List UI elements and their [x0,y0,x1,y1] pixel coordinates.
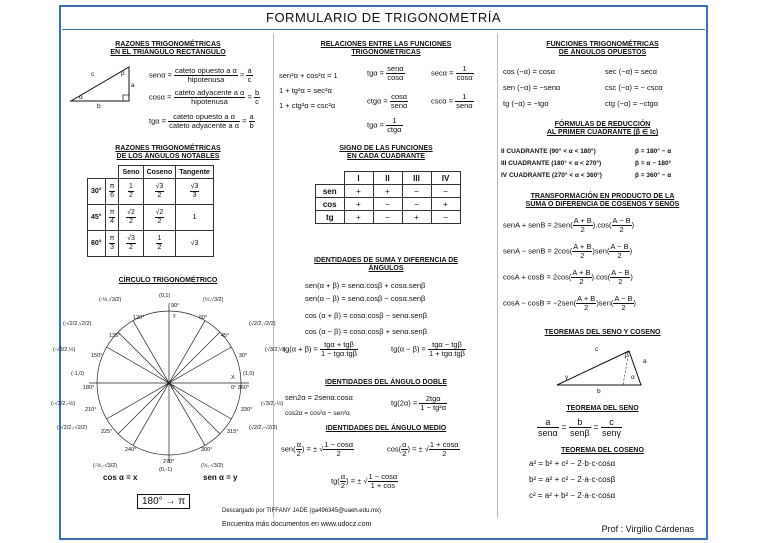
circle-label-l300: 300° [201,447,213,453]
section-heading-circle: CÍRCULO TRIGONOMÉTRICO [118,277,218,284]
table-cell-tangent: 1 [176,205,214,231]
circle-label-l120: 120° [133,315,145,321]
identity-csc: 1 + ctg²α = csc²α [279,101,336,110]
tg-double: tg(2α) = 2tgα 1 − tg²α [391,394,447,412]
section-heading-double-angle: IDENTIDADES DEL ÁNGULO DOBLE [325,379,447,386]
tg-quotient: tgα = senα cosα [367,64,404,82]
circle-label-l45: 45° [221,333,230,339]
sin-diff: sen(α − β) = senα.cosβ − cosα.senβ [305,294,426,303]
circle-label-p120: (-½,√3/2) [99,297,122,303]
circle-label-l30: 30° [239,353,248,359]
circle-label-p60: (½,√3/2) [203,297,224,303]
author-credit: Prof : Virgilio Cárdenas [601,524,694,534]
reduction-q2: II CUADRANTE (90° < α < 180°) [501,148,596,155]
circle-label-y: y [173,313,176,319]
table-header-row [88,166,214,179]
table-cell: − [402,198,431,211]
table-cell: tg [316,211,345,224]
table-cell: + [431,198,460,211]
table-cell-sine: $\frac{√2}{2}$ [119,205,143,231]
circle-label-p30: (√3/2,½) [265,347,286,353]
otri-label-a: a [643,358,647,365]
table-cell-tangent: $\frac{√3}{3}$ [176,179,214,205]
table-cell-degrees: 30° [88,179,106,205]
cosine-theorem-a: a² = b² + c² − 2·b·c·cosα [529,459,616,468]
section-heading-opposite-angles: FUNCIONES TRIGONOMÉTRICAS DE ÁNGULOS OPUESTOS [546,41,659,56]
circle-label-l330: 330° [241,407,253,413]
section-heading-sine-cosine-theorems: TEOREMAS DEL SENO Y COSENO [544,329,661,336]
table-header-cell: Tangente [176,166,214,179]
circle-label-l315: 315° [227,429,239,435]
table-cell: + [373,185,402,198]
sine-theorem: a senα = b senβ = c senγ [538,417,622,438]
circle-label-p300: (½,-√3/2) [201,463,224,469]
tg-diff: tg(α − β) = tgα − tgβ 1 + tgα.tgβ [391,340,465,358]
cosine-ratio: cosα = cateto adyacente a α hipotenusa = $\frac{b}{c}$ [149,88,260,106]
table-cell-radians: $\frac{\pi}{6}$ [105,179,119,205]
section-heading-relations: RELACIONES ENTRE LAS FUNCIONES TRIGONOMÉTRICAS [320,41,452,56]
cosine-theorem-b: b² = a² + c² − 2·a·c·cosβ [529,475,616,484]
circle-label-left2: 180° [83,385,95,391]
cosine-theorem-c: c² = a² + b² − 2·a·c·cosα [529,491,616,500]
cos-opposite: cos (−α) = cosα [503,67,556,76]
tg-half: tg( $\frac{\alpha}{2}$ ) = ± √ $\frac{1 - \cos\alpha}{1 + \cos}$ [331,472,398,490]
sum-to-product-4: cosA − cosB = −2sen( $\frac{A + B}{2}$ )sen( $\frac{A - B}{2}$ ) [503,294,637,312]
column-right [499,33,706,518]
tri-label-b: b [97,103,101,110]
table-cell-sine: $\frac{1}{2}$ [119,179,143,205]
circle-label-bot2: 270° [163,459,175,465]
sin-sum: sen(α + β) = senα.cosβ + cosα.senβ [305,281,426,290]
ctg-opposite: ctg (−α) = −ctgα [605,99,659,108]
circle-label-p225: (-√2/2,-√2/2) [57,425,88,431]
sine-ratio: senα = cateto opuesto a α hipotenusa = $\frac{a}{c}$ [149,66,252,84]
section-heading-cosine-theorem: TEOREMA DEL COSENO [561,447,644,454]
circle-label-l210: 210° [85,407,97,413]
otri-label-gamma: γ [565,374,569,381]
sen-opposite: sen (−α) = −senα [503,83,561,92]
tri-label-alpha: α [79,94,83,101]
circle-label-right2: 0° 360° [231,385,250,391]
table-cell-cosine: $\frac{√3}{2}$ [143,179,176,205]
page-title: FORMULARIO DE TRIGONOMETRÍA [266,10,501,25]
circle-label-l240: 240° [125,447,137,453]
tg-sum: tg(α + β) = tgα + tgβ 1 − tgα.tgβ [283,340,357,358]
cos-double: cos2α = cos²α − sen²α [285,410,350,417]
table-row [316,198,461,211]
tri-label-beta: β [121,70,125,77]
tg-reciprocal: tgα = 1 ctgα [367,116,402,134]
identity-sec: 1 + tg²α = sec²α [279,86,332,95]
table-cell: cos [316,198,345,211]
column-middle [275,33,498,518]
table-cell-degrees: 60° [88,231,106,257]
circle-label-p240: (-½,-√3/2) [93,463,118,469]
table-cell: − [373,198,402,211]
tangent-ratio: tgα = cateto opuesto a α cateto adyacente a α = $\frac{a}{b}$ [149,112,254,130]
circle-label-bot: (0,-1) [159,467,173,473]
circle-label-x: X [231,375,235,381]
table-cell-sine: $\frac{√3}{2}$ [119,231,143,257]
table-row [316,211,461,224]
circle-label-p210: (-√3/2,-½) [51,401,76,407]
sum-to-product-2: senA − senB = 2cos( $\frac{A + B}{2}$ )sen( $\frac{A - B}{2}$ ) [503,242,633,260]
tg-opposite: tg (−α) = −tgα [503,99,549,108]
table-header-cell: Coseno [143,166,176,179]
reduction-q3-beta: β = α − 180° [635,160,672,167]
csc-reciprocal: cscα = 1 senα [431,92,473,110]
cos-sum: cos (α + β) = cosα.cosβ − senα.senβ [305,311,428,320]
sin-double: sen2α = 2senα.cosα [285,393,353,402]
circle-label-l150: 150° [91,353,103,359]
download-notice: Descargado por TIFFANY JADE (ga496345@uaeh.edu.mx) [222,508,381,514]
title-divider [62,29,705,30]
cos-equals-x: cos α = x [103,473,138,482]
identity-pythagorean: sen²α + cos²α = 1 [279,71,338,80]
table-header-cell: I [344,172,373,185]
formula-sheet [51,5,708,540]
ctg-quotient: ctgα = cosα senα [367,92,408,110]
reduction-q2-beta: β = 180° − α [635,148,672,155]
otri-label-alpha: α [631,374,635,381]
sen-equals-y: sen α = y [203,473,238,482]
section-heading-notable-angles: RAZONES TRIGONOMÉTRICAS DE LOS ÁNGULOS NOTABLES [115,145,221,160]
table-cell: − [431,185,460,198]
table-row [316,185,461,198]
circle-label-l135: 135° [109,333,121,339]
table-cell-radians: $\frac{\pi}{4}$ [105,205,119,231]
circle-label-p135: (-√2/2,√2/2) [63,321,92,327]
table-header-cell: Seno [119,166,143,179]
otri-label-c: c [595,346,599,353]
cos-half: cos( $\frac{\alpha}{2}$ ) = ± √ $\frac{1 + \cos\alpha}{2}$ [387,440,459,458]
table-cell-cosine: $\frac{√2}{2}$ [143,205,176,231]
table-cell-tangent: √3 [176,231,214,257]
table-header-cell: II [373,172,402,185]
reduction-q4-beta: β = 360° − α [635,172,672,179]
circle-label-l225: 225° [101,429,113,435]
circle-label-right: (1,0) [243,371,255,377]
sum-to-product-1: senA + senB = 2sen( $\frac{A + B}{2}$ ).cos( $\frac{A - B}{2}$ ) [503,216,635,234]
circle-label-o: 0 [171,385,175,391]
sin-half: sen( $\frac{\alpha}{2}$ ) = ± √ $\frac{1 - \cos\alpha}{2}$ [281,440,354,458]
csc-opposite: csc (−α) = − cscα [605,83,663,92]
section-heading-sine-theorem: TEOREMA DEL SENO [566,405,639,412]
reduction-q3: III CUADRANTE (180° < α < 270°) [501,160,602,167]
degree-radian-conversion: 180° → π [137,491,190,509]
section-heading-sum-to-product: TRANSFORMACIÓN EN PRODUCTO DE LA SUMA O DIFERENCIA DE COSENOS Y SENOS [525,193,680,208]
table-cell: − [431,211,460,224]
table-cell: − [373,211,402,224]
circle-label-p315: (√2/2,-√2/2) [249,425,278,431]
table-cell-cosine: $\frac{1}{2}$ [143,231,176,257]
otri-label-b: b [597,388,601,395]
sum-to-product-3: cosA + cosB = 2cos( $\frac{A + B}{2}$ ).cos( $\frac{A - B}{2}$ ) [503,268,633,286]
table-cell-degrees: 45° [88,205,106,231]
cos-diff: cos (α − β) = cosα.cosβ + senα.senβ [305,327,428,336]
circle-label-p150: (-√3/2,½) [53,347,76,353]
table-row [88,231,214,257]
section-heading-signs: SIGNO DE LAS FUNCIONES EN CADA CUADRANTE [339,145,433,160]
table-cell: sen [316,185,345,198]
table-header-row [316,172,461,185]
section-heading-right-triangle: RAZONES TRIGONOMÉTRICAS EN EL TRIÁNGULO RECTÁNGULO [110,41,226,56]
circle-label-left: (-1,0) [71,371,85,377]
tri-label-a: a [131,82,135,89]
sec-reciprocal: secα = $\frac{1}{\cos\alpha}$ [431,64,473,82]
table-row [88,179,214,205]
reduction-q4: IV CUADRANTE (270° < α < 360°) [501,172,602,179]
tri-label-c: c [91,71,95,78]
notable-angles-table [87,165,214,257]
table-cell-radians: $\frac{\pi}{3}$ [105,231,119,257]
otri-label-beta: β [625,352,629,359]
table-cell: + [344,211,373,224]
circle-label-l60: 60° [199,315,208,321]
table-cell: − [402,185,431,198]
signs-table [315,171,461,224]
source-link-text[interactable]: Encuentra más documentos en www.udocz.com [222,521,372,528]
table-cell: + [344,185,373,198]
section-heading-reduction: FÓRMULAS DE REDUCCIÓN AL PRIMER CUADRANTE (β ∈ Ic) [546,121,659,136]
section-heading-half-angle: IDENTIDADES DEL ÁNGULO MEDIO [325,425,447,432]
column-left [51,33,286,518]
section-heading-sum-diff: IDENTIDADES DE SUMA Y DIFERENCIA DE ÁNGULOS [314,257,458,272]
table-header-cell: III [402,172,431,185]
circle-label-top2: 90° [171,303,180,309]
circle-label-p45: (√2/2,√2/2) [249,321,276,327]
table-row [88,205,214,231]
circle-label-top: (0,1) [159,293,171,299]
circle-label-p330: (√3/2,-½) [261,401,284,407]
table-cell: + [402,211,431,224]
table-header-cell: IV [431,172,460,185]
sec-opposite: sec (−α) = secα [605,67,658,76]
table-cell: + [344,198,373,211]
